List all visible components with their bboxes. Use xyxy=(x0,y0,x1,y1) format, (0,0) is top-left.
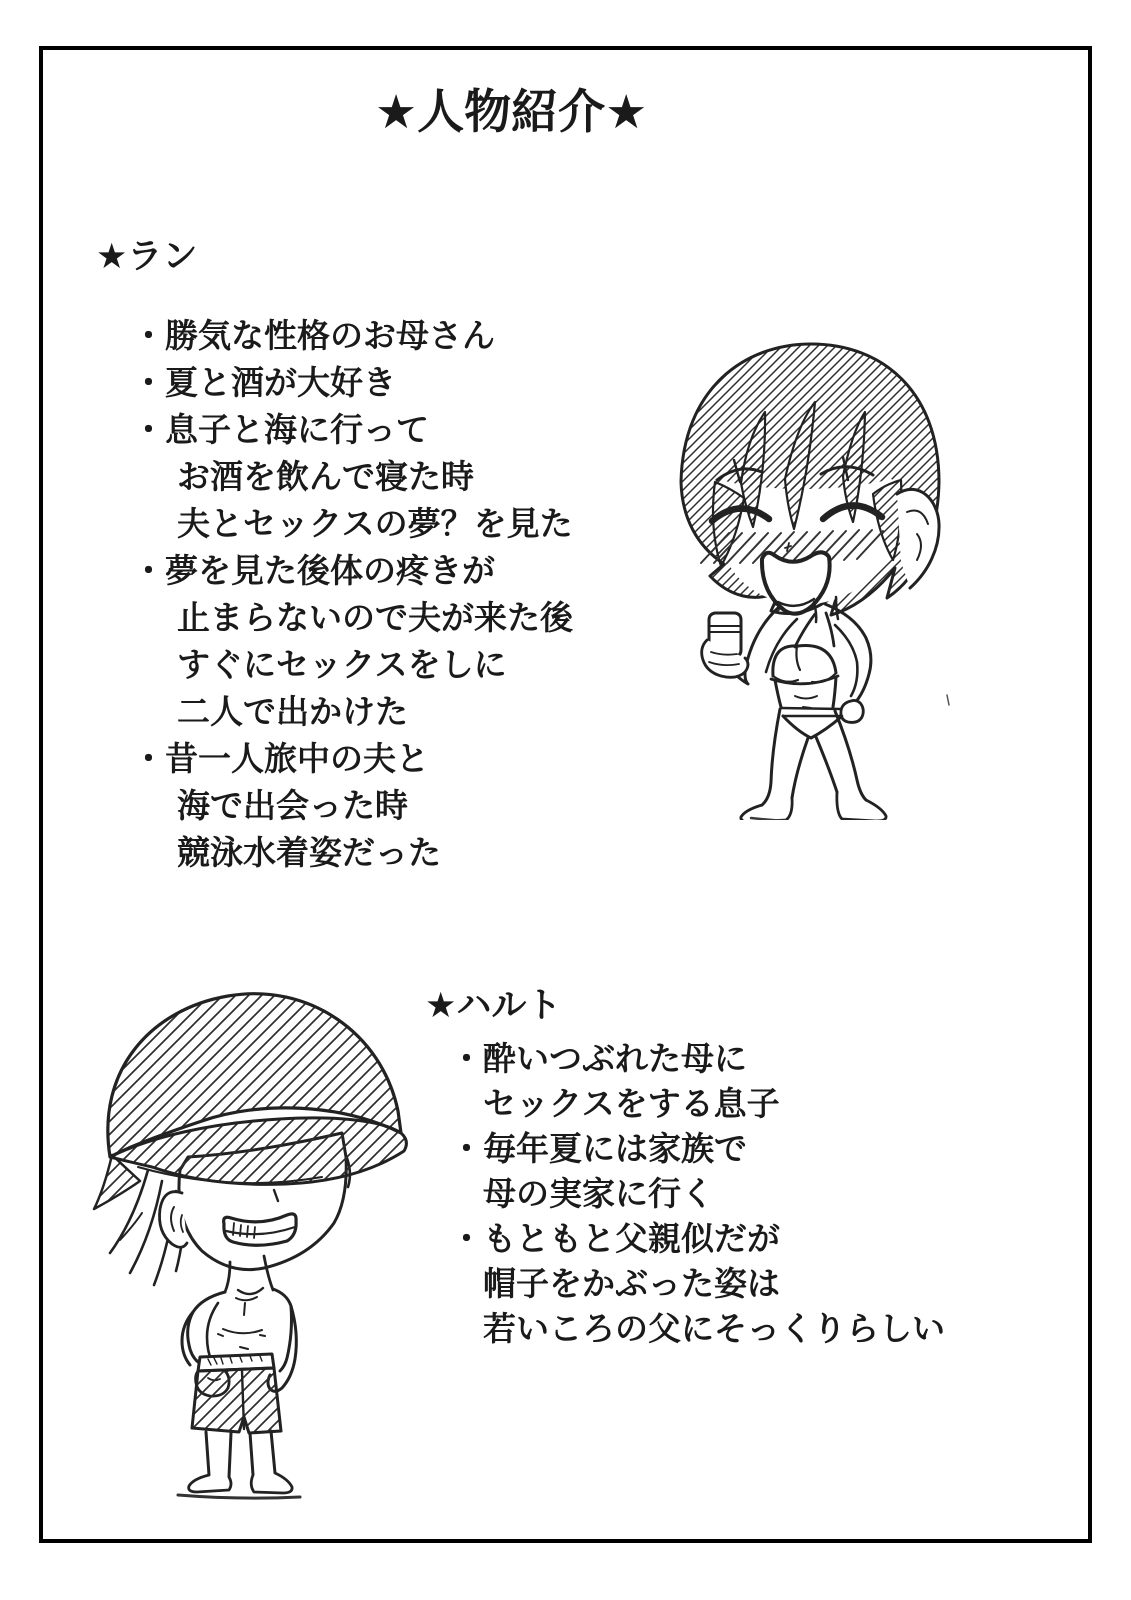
bullet-marker: ・ xyxy=(450,1220,483,1257)
bullet-marker: ・ xyxy=(132,364,165,401)
list-line-text: 夏と酒が大好き xyxy=(165,364,396,401)
list-line-text: 酔いつぶれた母に xyxy=(483,1040,747,1077)
list-line-text: 夢を見た後体の疼きが xyxy=(165,552,495,589)
list-line-continuation xyxy=(132,688,573,735)
chibi-woman-bikini-drawing xyxy=(645,330,965,820)
list-line xyxy=(132,735,573,782)
bullet-marker: ・ xyxy=(132,740,165,777)
list-line-continuation xyxy=(132,500,573,547)
list-line-text: 毎年夏には家族で xyxy=(483,1130,747,1167)
list-line-continuation xyxy=(450,1081,945,1126)
list-line-continuation xyxy=(132,782,573,829)
list-line-text: すぐにセックスをしに xyxy=(177,646,507,683)
list-line-continuation xyxy=(132,453,573,500)
bullet-marker: ・ xyxy=(450,1040,483,1077)
list-line-text: 息子と海に行って xyxy=(165,411,429,448)
list-line-text: 若いころの父にそっくりらしい xyxy=(483,1310,945,1347)
list-line-text: 勝気な性格のお母さん xyxy=(165,317,495,354)
haruto-description-list xyxy=(450,1036,945,1351)
list-line-text: 海で出会った時 xyxy=(177,787,408,824)
bullet-marker: ・ xyxy=(132,552,165,589)
list-line xyxy=(132,312,573,359)
list-line xyxy=(132,547,573,594)
section-heading-haruto: ★ハルト xyxy=(425,986,562,1025)
list-line xyxy=(132,406,573,453)
haruto-illustration xyxy=(90,985,420,1505)
list-line-text: 競泳水着姿だった xyxy=(177,834,441,871)
list-line-text: お酒を飲んで寝た時 xyxy=(177,458,474,495)
list-line-continuation xyxy=(450,1306,945,1351)
list-line xyxy=(450,1036,945,1081)
list-line-continuation xyxy=(132,594,573,641)
list-line-text: 二人で出かけた xyxy=(177,693,408,730)
section-heading-ran: ★ラン xyxy=(96,237,198,276)
page-title: ★人物紹介★ xyxy=(375,85,648,138)
bullet-marker: ・ xyxy=(132,317,165,354)
list-line-text: 母の実家に行く xyxy=(483,1175,714,1212)
list-line xyxy=(450,1216,945,1261)
list-line-continuation xyxy=(450,1261,945,1306)
list-line-text: 帽子をかぶった姿は xyxy=(483,1265,780,1302)
list-line-text: セックスをする息子 xyxy=(483,1085,780,1122)
ran-description-list xyxy=(132,312,573,876)
list-line xyxy=(132,359,573,406)
bullet-marker: ・ xyxy=(132,411,165,448)
list-line-text: 昔一人旅中の夫と xyxy=(165,740,429,777)
list-line-continuation xyxy=(450,1171,945,1216)
list-line-continuation xyxy=(132,641,573,688)
ran-illustration xyxy=(645,330,965,820)
chibi-boy-cap-drawing xyxy=(90,985,420,1505)
list-line-continuation xyxy=(132,829,573,876)
list-line-text: 止まらないので夫が来た後 xyxy=(177,599,573,636)
list-line xyxy=(450,1126,945,1171)
list-line-text: もともと父親似だが xyxy=(483,1220,780,1257)
bullet-marker: ・ xyxy=(450,1130,483,1167)
list-line-text: 夫とセックスの夢？を見た xyxy=(177,505,573,542)
